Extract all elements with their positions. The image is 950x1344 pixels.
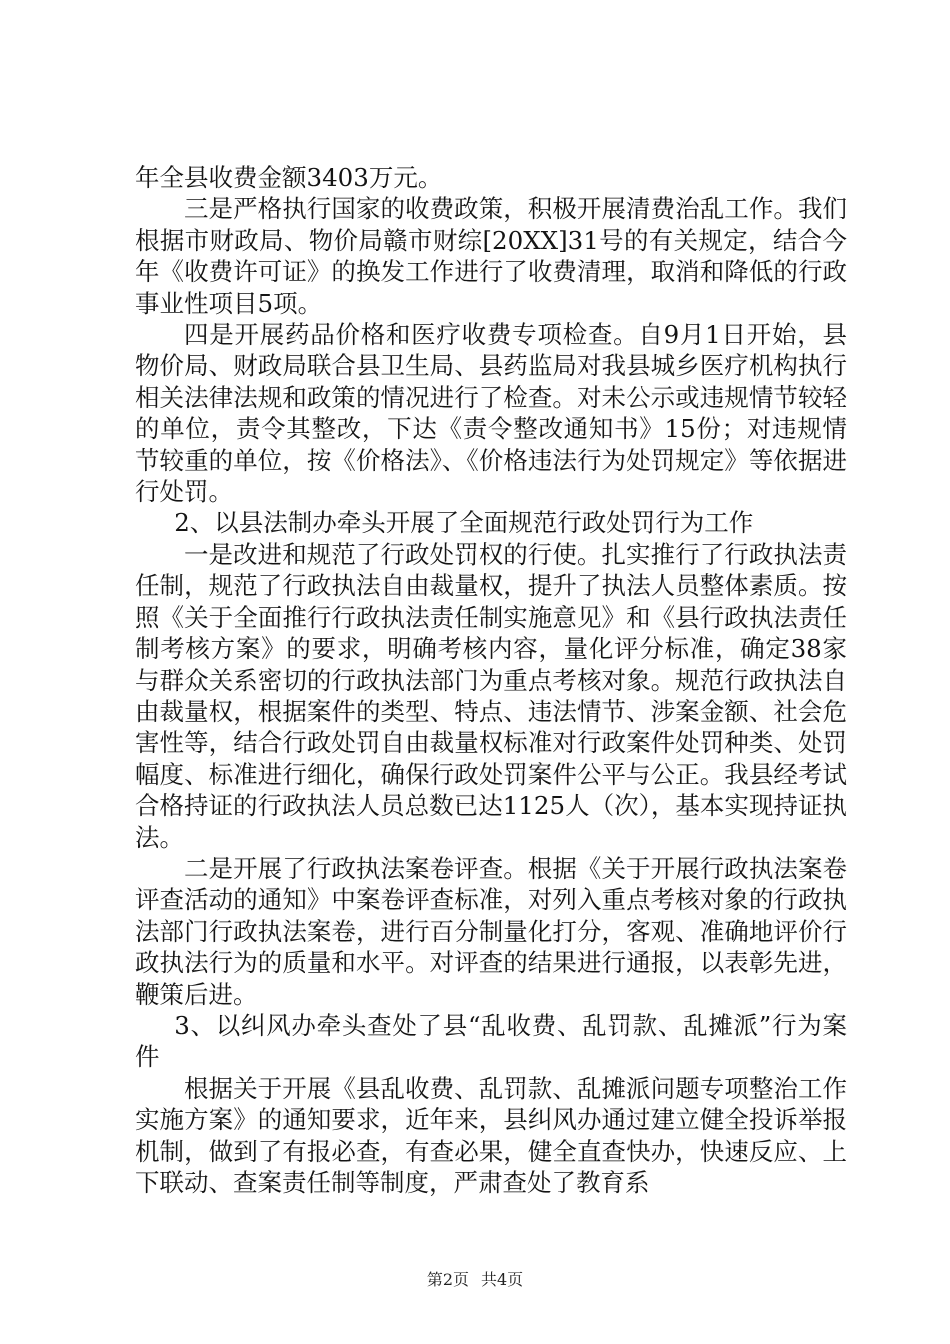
paragraph-3: 四是开展药品价格和医疗收费专项检查。自9月1日开始，县物价局、财政局联合县卫生局、县药监局对我县城乡医疗机构执行相关法律法规和政策的情况进行了检查。对未公示或违规情节较轻的单位，责令其整改，下达《责令整改通知书》15份；对违规情节较重的单位，按《价格法》、《价格违法行为处罚规定》等依据进行处罚。: [135, 320, 847, 507]
document-body: [135, 162, 847, 1198]
paragraph-5: 一是改进和规范了行政处罚权的行使。扎实推行了行政执法责任制，规范了行政执法自由裁量权，提升了执法人员整体素质。按照《关于全面推行行政执法责任制实施意见》和《县行政执法责任制考核方案》的要求，明确考核内容，量化评分标准，确定38家与群众关系密切的行政执法部门为重点考核对象。规范行政执法自由裁量权，根据案件的类型、特点、违法情节、涉案金额、社会危害性等，结合行政处罚自由裁量权标准对行政案件处罚种类、处罚幅度、标准进行细化，确保行政处罚案件公平与公正。我县经考试合格持证的行政执法人员总数已达1125人（次），基本实现持证执法。: [135, 539, 847, 852]
page-footer: [0, 1267, 950, 1290]
page-number-current: 第2页: [426, 1270, 469, 1289]
paragraph-6: 二是开展了行政执法案卷评查。根据《关于开展行政执法案卷评查活动的通知》中案卷评查标准，对列入重点考核对象的行政执法部门行政执法案卷，进行百分制量化打分，客观、准确地评价行政执法行为的质量和水平。对评查的结果进行通报，以表彰先进，鞭策后进。: [135, 853, 847, 1009]
section-heading-3: 3、以纠风办牵头查处了县“乱收费、乱罚款、乱摊派”行为案件: [135, 1010, 847, 1072]
section-heading-2: 2、以县法制办牵头开展了全面规范行政处罚行为工作: [174, 508, 754, 538]
paragraph-8: 根据关于开展《县乱收费、乱罚款、乱摊派问题专项整治工作实施方案》的通知要求，近年来，县纠风办通过建立健全投诉举报机制，做到了有报必查，有查必果，健全直查快办，快速反应、上下联动、查案责任制等制度，严肃查处了教育系: [135, 1073, 847, 1197]
page-number-total: 共4页: [481, 1270, 524, 1289]
paragraph-1: 年全县收费金额3403万元。: [135, 163, 443, 192]
paragraph-2: 三是严格执行国家的收费政策，积极开展清费治乱工作。我们根据市财政局、物价局赣市财综[20XX]31号的有关规定，结合今年《收费许可证》的换发工作进行了收费清理，取消和降低的行政事业性项目5项。: [135, 194, 847, 318]
